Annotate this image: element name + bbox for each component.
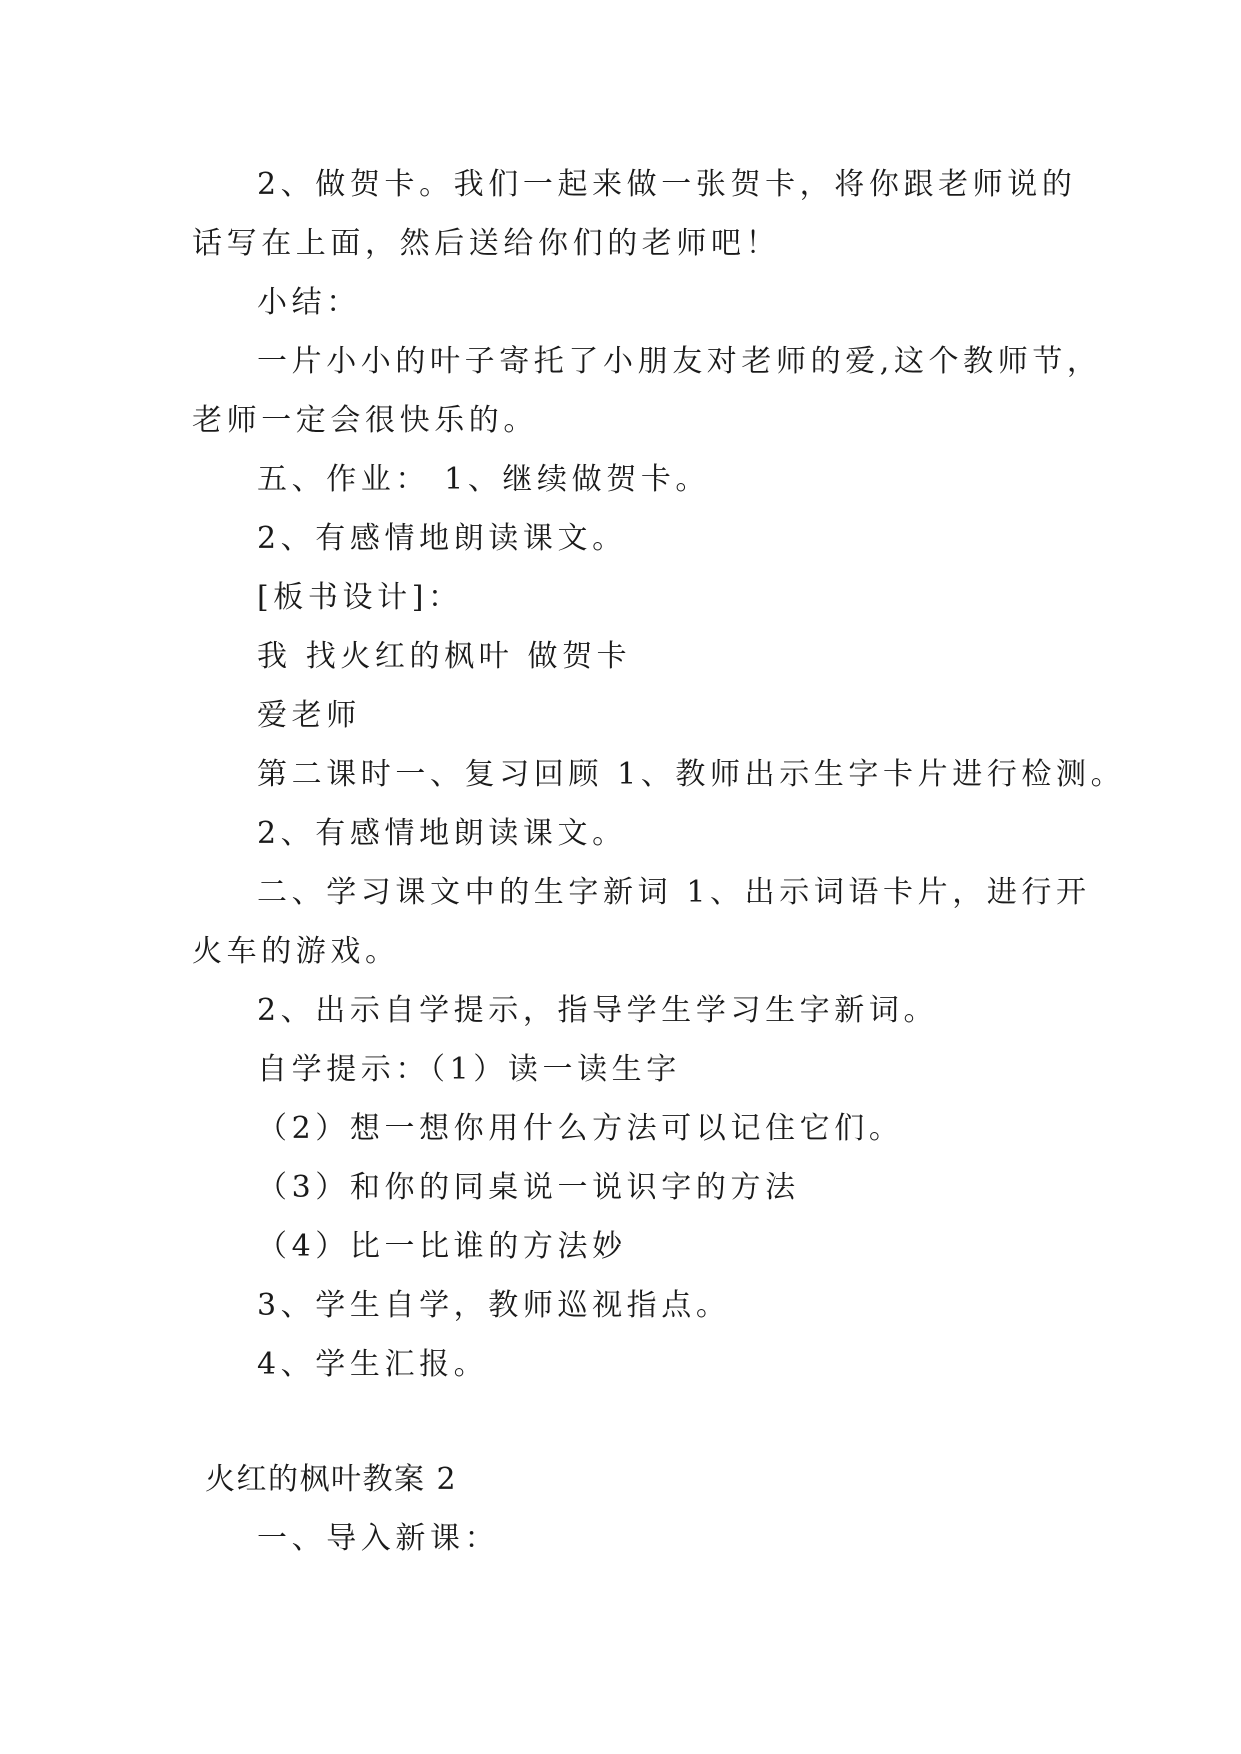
paragraph-line: 五、作业： 1、继续做贺卡。 [257,462,711,497]
section-title: 火红的枫叶教案 2 [205,1462,458,1497]
paragraph-line: 3、学生自学，教师巡视指点。 [257,1288,731,1323]
paragraph-line: 2、有感情地朗读课文。 [257,521,627,556]
paragraph-line: 第二课时一、复习回顾 1、教师出示生字卡片进行检测。 [257,757,1126,792]
paragraph-line: （4）比一比谁的方法妙 [257,1229,627,1264]
paragraph-line: 小结： [257,285,361,320]
paragraph-line: 老师一定会很快乐的。 [192,403,538,438]
paragraph-line: 话写在上面，然后送给你们的老师吧！ [192,226,781,261]
paragraph-line: 2、出示自学提示，指导学生学习生字新词。 [257,993,939,1028]
paragraph-line: 二、学习课文中的生字新词 1、出示词语卡片，进行开 [257,875,1091,910]
paragraph-line: 一片小小的叶子寄托了小朋友对老师的爱,这个教师节， [257,344,1102,379]
paragraph-line: [板书设计]： [257,580,463,615]
paragraph-line: 我 找火红的枫叶 做贺卡 [257,639,632,674]
paragraph-line: 2、有感情地朗读课文。 [257,816,627,851]
paragraph-line: 爱老师 [257,698,361,733]
paragraph-line: 4、学生汇报。 [257,1347,489,1382]
paragraph-line: 火车的游戏。 [192,934,400,969]
paragraph-line: （3）和你的同桌说一说识字的方法 [257,1170,800,1205]
paragraph-line: 2、做贺卡。我们一起来做一张贺卡，将你跟老师说的 [257,167,1077,202]
paragraph-line: （2）想一想你用什么方法可以记住它们。 [257,1111,904,1146]
paragraph-line: 自学提示：（1）读一读生字 [257,1052,681,1087]
paragraph-line: 一、导入新课： [257,1521,500,1556]
